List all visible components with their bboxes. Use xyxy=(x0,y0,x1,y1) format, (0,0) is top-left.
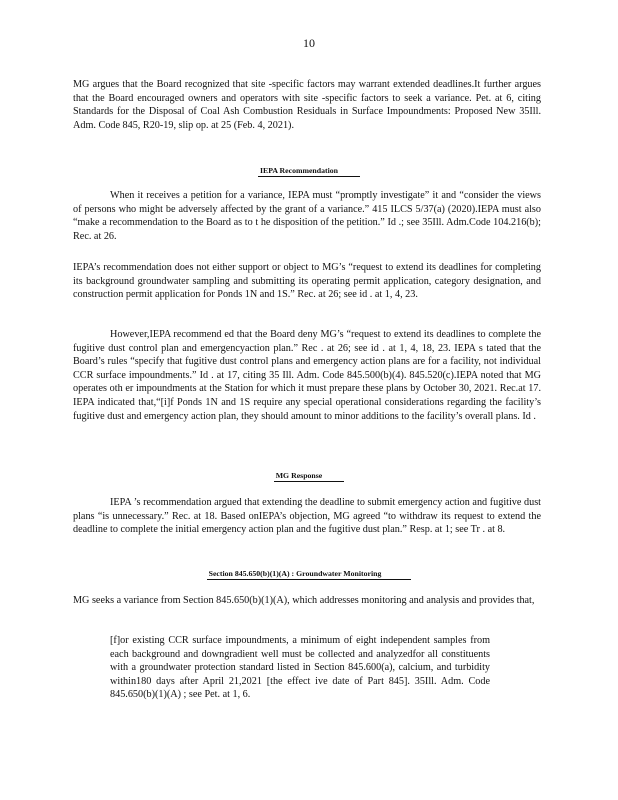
paragraph-mg-argues: MG argues that the Board recognized that site -specific factors may warrant extended deadlines.It further argues that the Board encouraged owners and operators with site -specific factors to seek a variance. Pet. at 6, citing Standards for the Disposal of Coal Ash Combustion Residuals in Surface Impoundments: Proposed New 35Ill. Adm. Code 845, R20-19, slip op. at 25 (Feb. 4, 2021). xyxy=(73,79,541,131)
heading-text: IEPA Recommendation xyxy=(258,166,360,177)
paragraph-variance-petition: When it receives a petition for a variance, IEPA must “promptly investigate” it and “consider the views of persons who might be adversely affected by the grant of a variance.” 415 ILCS 5/37(a) (2020).IEPA must also “make a recommendation to the Board as to t he disposition of the petition.” Id .; see 35Ill. Adm.Code 104.216(b); Rec. at 26. xyxy=(73,190,541,242)
paragraph-iepa-recommendation: IEPA’s recommendation does not either support or object to MG’s “request to extend its deadlines for completing its background groundwater sampling and submitting its operating permit application, category designation, and construction permit application for Ponds 1N and 1S.” Rec. at 26; see id . at 1, 4, 23. xyxy=(73,262,541,301)
paragraph-however-iepa: However,IEPA recommend ed that the Board deny MG’s “request to extend its deadlines to complete the fugitive dust control plan and emergencyaction plan.” Rec . at 26; see id . at 1, 4, 18, 23. IEPA s tated that the Board’s rules “specify that fugitive dust control plans and emergency action plans are for a facility, not individual CCR surface impoundments.” Id . at 17, citing 35 Ill. Adm. Code 845.500(b)(4). 845.520(c).IEPA noted that MG operates oth er impoundments at the Station for which it must prepare these plans by October 30, 2021. Rec.at 17. IEPA indicated that,“[i]f Ponds 1N and 1S require any special operational considerations regarding the facility’s fugitive dust and emergency action plan, they should amount to minor additions to the facility’s overall plans. Id . xyxy=(73,329,541,422)
paragraph-iepa-argued: IEPA ’s recommendation argued that extending the deadline to submit emergency action and fugitive dust plans “is unnecessary.” Rec. at 18. Based onIEPA’s objection, MG agreed “to withdraw its request to extend the deadline to complete the initial emergency action plan and the fugitive dust plan.” Resp. at 1; see Tr . at 8. xyxy=(73,497,541,536)
heading-iepa-recommendation xyxy=(0,166,618,175)
heading-text: MG Response xyxy=(274,471,345,482)
heading-text: Section 845.650(b)(1)(A) : Groundwater Monitoring xyxy=(207,569,412,580)
block-quote: [f]or existing CCR surface impoundments, a minimum of eight independent samples from each background and downgradient well must be collected and analyzedfor all constituents with a groundwater protection standard listed in Section 845.600(a), calcium, and turbidity within180 days after April 21,2021 [the effect ive date of Part 845]. 35Ill. Adm. Code 845.650(b)(1)(A) ; see Pet. at 1, 6. xyxy=(110,635,490,701)
heading-section-845 xyxy=(0,569,618,578)
page-number: 10 xyxy=(303,36,315,50)
heading-mg-response xyxy=(0,471,618,480)
paragraph-mg-seeks: MG seeks a variance from Section 845.650(b)(1)(A), which addresses monitoring and analysis and provides that, xyxy=(73,595,535,606)
